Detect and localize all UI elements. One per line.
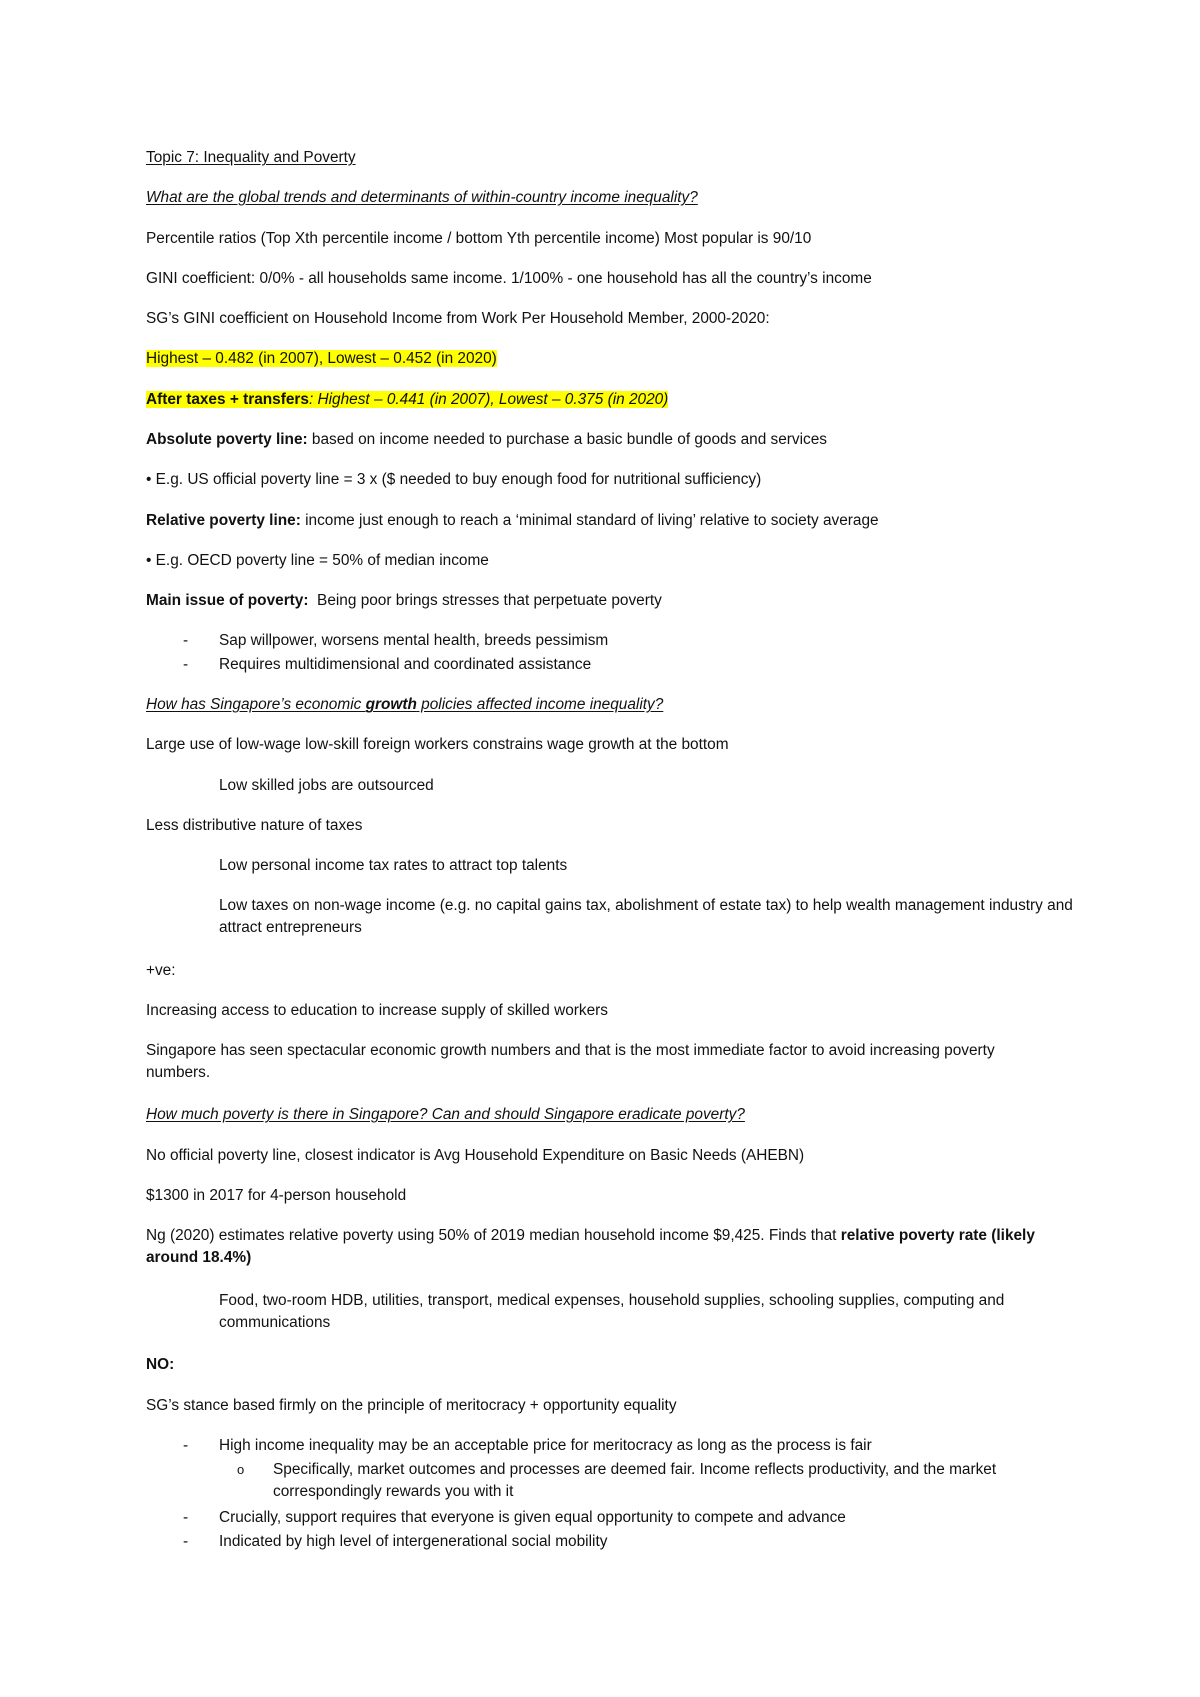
- question-global-trends: What are the global trends and determinants of within-country income inequality?: [146, 189, 698, 206]
- positive-label: +ve:: [146, 962, 176, 979]
- question-growth-policies: How has Singapore’s economic growth policies affected income inequality?: [146, 696, 664, 713]
- percentile-ratios: Percentile ratios (Top Xth percentile income / bottom Yth percentile income) Most popular is 90/10: [146, 230, 812, 247]
- main-issue-poverty: Main issue of poverty: Being poor brings stresses that perpetuate poverty: [146, 592, 662, 609]
- foreign-workers: Large use of low-wage low-skill foreign workers constrains wage growth at the bottom: [146, 736, 729, 753]
- stance-subbullet-1: o Specifically, market outcomes and processes are deemed fair. Income reflects productivity, and the market correspondingly rewards you with it: [237, 1461, 997, 1500]
- education-access: Increasing access to education to increase supply of skilled workers: [146, 1002, 608, 1019]
- absolute-poverty-line: Absolute poverty line: based on income needed to purchase a basic bundle of goods and services: [146, 431, 827, 448]
- low-personal-tax: Low personal income tax rates to attract top talents: [219, 857, 568, 874]
- economic-growth: Singapore has seen spectacular economic growth numbers and that is the most immediate factor to avoid increasing poverty numbers.: [146, 1042, 995, 1081]
- low-nonwage-tax: Low taxes on non-wage income (e.g. no capital gains tax, abolishment of estate tax) to help wealth management industry and attract entrepreneurs: [219, 897, 1073, 936]
- ng-estimate: Ng (2020) estimates relative poverty using 50% of 2019 median household income $9,425. Finds that relative poverty rate (likely around 18.4%): [146, 1227, 1035, 1266]
- gini-highest-lowest: Highest – 0.482 (in 2007), Lowest – 0.452 (in 2020): [146, 350, 497, 367]
- question-poverty-singapore: How much poverty is there in Singapore? Can and should Singapore eradicate poverty?: [146, 1106, 745, 1123]
- no-official-poverty-line: No official poverty line, closest indicator is Avg Household Expenditure on Basic Needs (AHEBN): [146, 1147, 805, 1164]
- topic-title: Topic 7: Inequality and Poverty: [146, 149, 356, 166]
- low-skilled-outsourced: Low skilled jobs are outsourced: [219, 777, 434, 794]
- gini-definition: GINI coefficient: 0/0% - all households same income. 1/100% - one household has all the country’s income: [146, 270, 872, 287]
- less-distributive-taxes: Less distributive nature of taxes: [146, 817, 363, 834]
- absolute-poverty-example: • E.g. US official poverty line = 3 x ($ needed to buy enough food for nutritional sufficiency): [146, 471, 762, 488]
- sg-gini-heading: SG’s GINI coefficient on Household Income from Work Per Household Member, 2000-2020:: [146, 310, 770, 327]
- relative-poverty-line: Relative poverty line: income just enough to reach a ‘minimal standard of living’ relative to society average: [146, 512, 879, 529]
- gini-after-taxes: After taxes + transfers: Highest – 0.441 (in 2007), Lowest – 0.375 (in 2020): [146, 391, 669, 408]
- sg-stance: SG’s stance based firmly on the principle of meritocracy + opportunity equality: [146, 1397, 677, 1414]
- ahebn-amount: $1300 in 2017 for 4-person household: [146, 1187, 407, 1204]
- relative-poverty-example: • E.g. OECD poverty line = 50% of median income: [146, 552, 489, 569]
- no-label: NO:: [146, 1356, 175, 1373]
- basic-needs-list: Food, two-room HDB, utilities, transport, medical expenses, household supplies, schooling supplies, computing and communications: [219, 1292, 1005, 1331]
